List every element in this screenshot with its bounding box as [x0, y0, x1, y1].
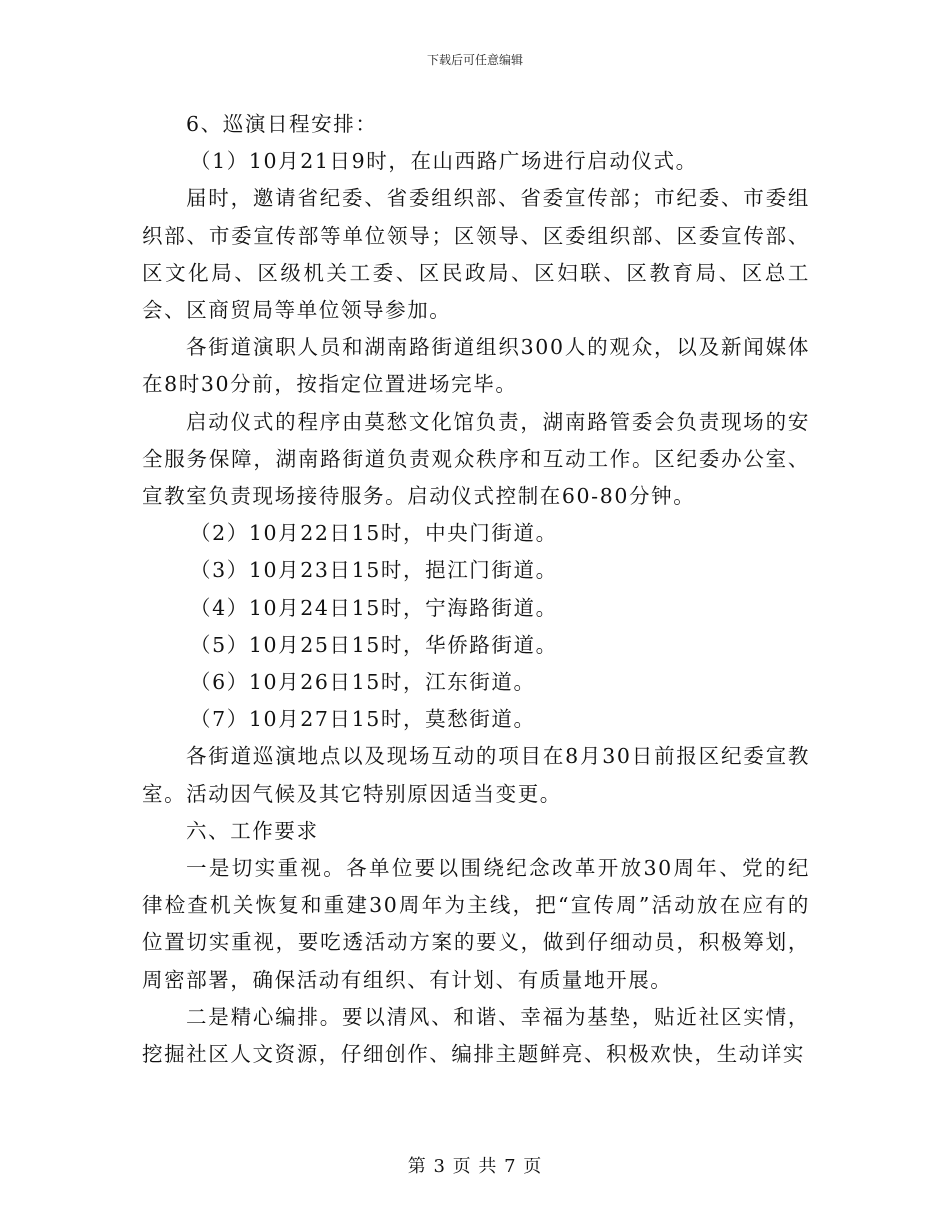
section-heading-work-requirements: 六、工作要求: [186, 818, 319, 843]
paragraph-invited-leaders: 届时，邀请省纪委、省委组织部、省委宣传部；市纪委、市委组织部、市委宣传部等单位领导；区领导、区委组织部、区委宣传部、区文化局、区级机关工委、区民政局、区妇联、区教育局、区总工会、区商贸局等单位领导参加。: [142, 186, 810, 323]
paragraph-schedule-item-7: （7）10月27日15时，莫愁街道。: [190, 707, 536, 732]
header-note: 下载后可任意编辑: [426, 53, 523, 67]
paragraph-schedule-item-4: （4）10月24日15时，宁海路街道。: [190, 595, 558, 620]
paragraph-schedule-item-3: （3）10月23日15时，挹江门街道。: [190, 558, 558, 583]
paragraph-schedule-heading: 6、巡演日程安排：: [186, 112, 378, 136]
paragraph-schedule-item-6: （6）10月26日15时，江东街道。: [190, 670, 536, 695]
paragraph-requirement-1: 一是切实重视。各单位要以围绕纪念改革开放30周年、党的纪律检查机关恢复和重建30周年为主线，把“宣传周”活动放在应有的位置切实重视，要吃透活动方案的要义，做到仔细动员，积极筹划，周密部署，确保活动有组织、有计划、有质量地开展。: [142, 856, 810, 992]
paragraph-schedule-item-1: （1）10月21日9时，在山西路广场进行启动仪式。: [190, 149, 698, 174]
paragraph-requirement-2: 二是精心编排。要以清风、和谐、幸福为基垫，贴近社区实情，挖掘社区人文资源，仔细创作、编排主题鲜亮、积极欢快，生动详实: [142, 1004, 810, 1067]
paragraph-locations-report: 各街道巡演地点以及现场互动的项目在8月30日前报区纪委宣教室。活动因气候及其它特别原因适当变更。: [142, 744, 810, 806]
paragraph-schedule-item-2: （2）10月22日15时，中央门街道。: [190, 521, 558, 546]
paragraph-ceremony-program: 启动仪式的程序由莫愁文化馆负责，湖南路管委会负责现场的安全服务保障，湖南路街道负责观众秩序和互动工作。区纪委办公室、宣教室负责现场接待服务。启动仪式控制在60-80分钟。: [142, 409, 810, 509]
paragraph-schedule-item-5: （5）10月25日15时，华侨路街道。: [190, 632, 558, 657]
document-body: [142, 106, 810, 1073]
paragraph-audience: 各街道演职人员和湖南路街道组织300人的观众，以及新闻媒体在8时30分前，按指定位置进场完毕。: [142, 335, 810, 397]
page-number-footer: 第 3 页 共 7 页: [407, 1156, 543, 1177]
